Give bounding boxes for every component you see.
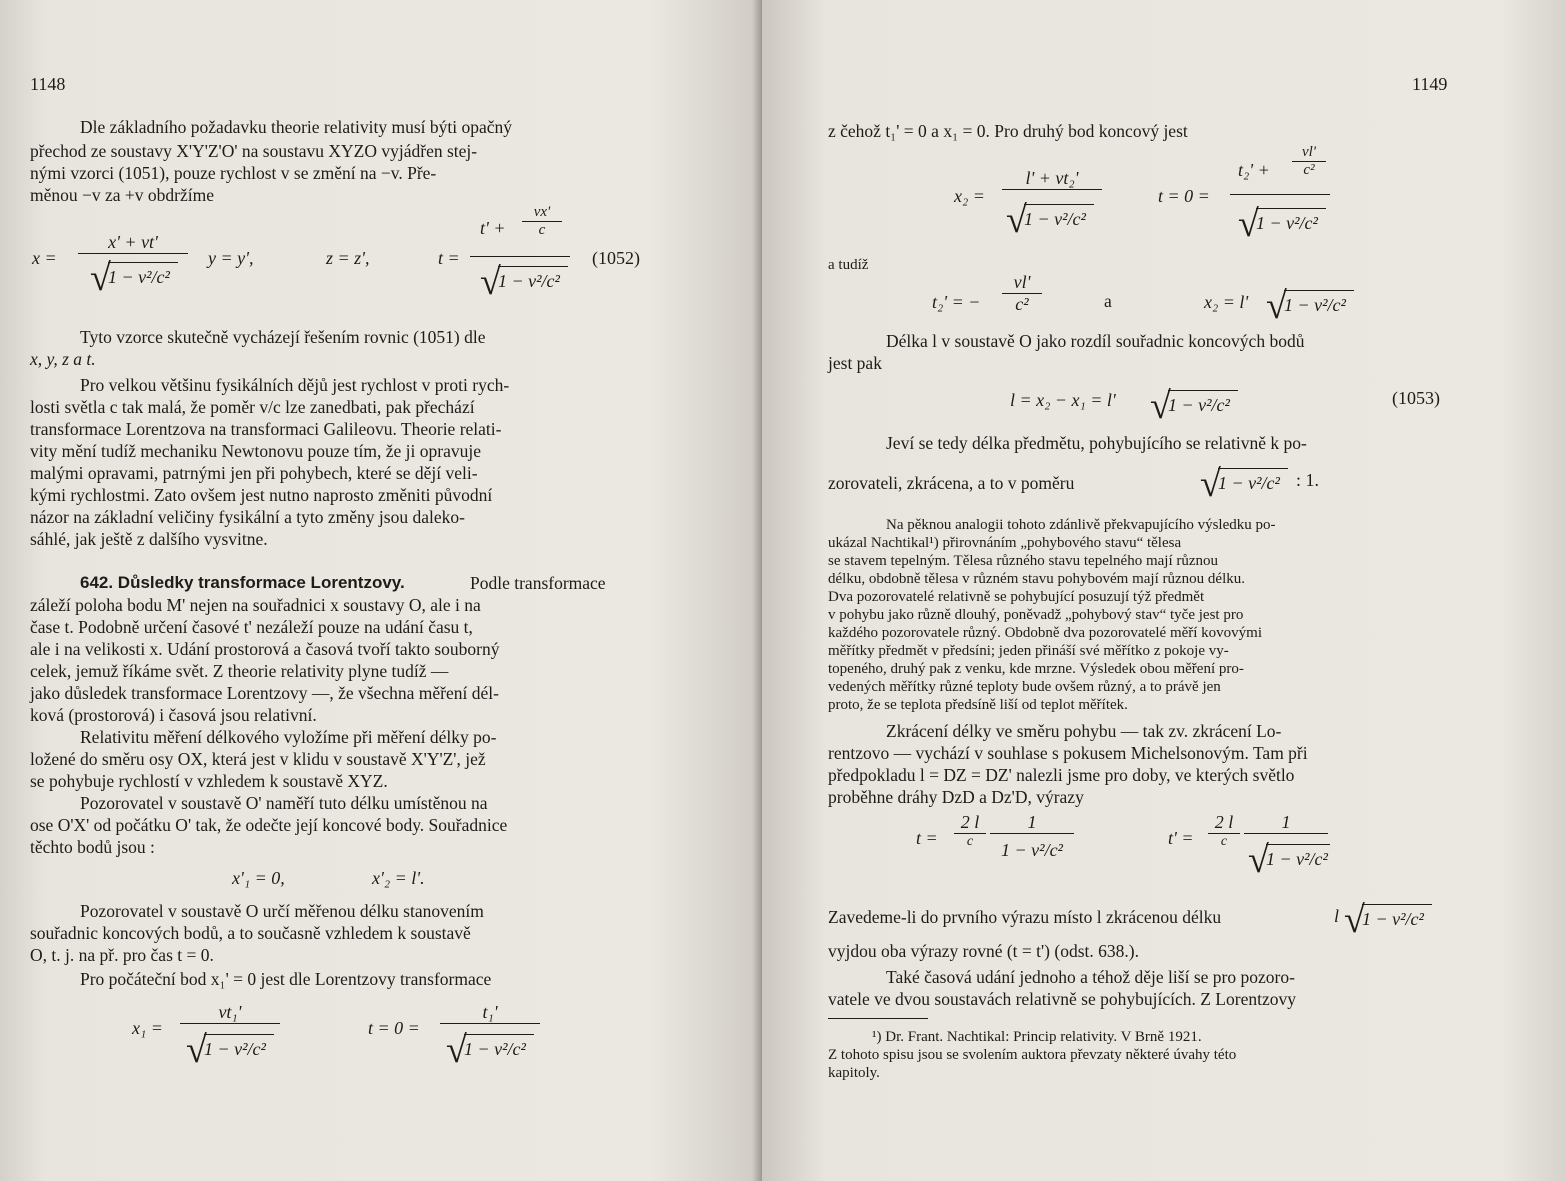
fraction-bar — [78, 253, 188, 254]
text-line: Zkrácení délky ve směru pohybu — tak zv. zkrácení Lo- — [886, 721, 1282, 741]
text-line: proběhne dráhy DzD a Dz'D, výrazy — [828, 787, 1084, 807]
radical-sign: √ — [1344, 899, 1365, 941]
text-line: souřadnic koncových bodů, a to současně vzhledem k soustavě — [30, 923, 471, 943]
text-line: Také časová udání jednoho a téhož děje liší se pro pozoro- — [886, 967, 1295, 987]
eq-t-root — [480, 261, 570, 312]
root-body: 1 − v²/c² — [1024, 204, 1094, 230]
radical-sign: √ — [90, 257, 111, 299]
text-line: vity mění tudíž mechaniku Newtonovu pouze tím, že ji opravuje — [30, 441, 481, 461]
eq-x-root — [90, 257, 180, 308]
small-text-line: v pohybu jako různě dlouhý, poněvadž „pohybový stav“ tyče jest pro — [828, 607, 1244, 623]
eq-time-tp-frac1 — [1208, 812, 1240, 850]
text-line: záleží poloha bodu M' nejen na souřadnici x soustavy O, ale i na — [30, 595, 481, 615]
eq-x-lhs: x = — [32, 248, 57, 268]
eq-inline-l: l — [1334, 906, 1340, 926]
radical-sign: √ — [1238, 203, 1259, 245]
small-text-line: délku, obdobně tělesa v různém stavu pohybovém mají různou délku. — [828, 571, 1245, 587]
fraction-bar — [180, 1023, 280, 1024]
eq-x1-fraction — [180, 1002, 280, 1024]
small-text-line: vedených měřítky různé teploty bude ovšem různý, a to právě jen — [828, 679, 1221, 695]
eq-t-a-num-b: vl' — [1301, 144, 1317, 160]
radical-sign: √ — [1006, 199, 1027, 241]
eq-t-a-num-c: c² — [1303, 162, 1315, 178]
text-line: ale i na velikosti x. Udání prostorová a časová tvoří takto souborný — [30, 639, 500, 659]
eq-t-a-inner-fraction — [1292, 144, 1326, 179]
eq-t-zero-fraction — [440, 1002, 540, 1024]
eq-y: y = y', — [208, 248, 254, 268]
root-body: 1 − v²/c² — [1168, 390, 1238, 416]
text-line: vyjdou oba výrazy rovné (t = t') (odst. 638.). — [828, 941, 1139, 961]
text-line: se pohybuje rychlostí v vzhledem k soustavě XYZ. — [30, 771, 388, 791]
eq-t-main-bar — [470, 256, 570, 257]
eq-time-t-num1: 2 l — [960, 812, 980, 832]
eq-t-num-a: t' + — [480, 218, 506, 238]
eq-time-tp-frac2 — [1244, 812, 1328, 834]
small-text-line: Dva pozorovatelé relativně se pohybující posuzují týž předmět — [828, 589, 1205, 605]
text-line: losti světla c tak malá, že poměr v/c lze zanedbati, pak přechází — [30, 397, 475, 417]
text-line: nými vzorci (1051), pouze rychlost v se změní na −v. Pře- — [30, 163, 437, 183]
eq-time-tp-root — [1248, 839, 1332, 890]
text-line: čase t. Podobně určení časové t' nezáleží pouze na udání času t, — [30, 617, 473, 637]
eq-t-a-root — [1238, 203, 1328, 254]
text-line: předpokladu l = DZ = DZ' nalezli jsme pro doby, ve kterých světlo — [828, 765, 1295, 785]
small-text-line: topeného, druhý pak z venku, kde mrzne. Výsledek obou měření pro- — [828, 661, 1244, 677]
eq-t-inner-fraction — [522, 204, 562, 239]
radical-sign: √ — [1266, 285, 1287, 327]
eq-x2-root — [1006, 199, 1096, 250]
ratio-tail: : 1. — [1296, 470, 1320, 490]
text-line: Zavedeme-li do prvního výrazu místo l zkrácenou délku — [828, 907, 1222, 927]
text-line: vatele ve dvou soustavách relativně se pohybujících. Z Lorentzovy — [828, 989, 1296, 1009]
eq-t-lhs: t = — [438, 248, 460, 268]
footnote-line: Z tohoto spisu jsou se svolením auktora převzaty některé úvahy této — [828, 1047, 1237, 1063]
text-line: Délka l v soustavě O jako rozdíl souřadnic koncových bodů — [886, 331, 1305, 351]
eq-time-tp-num1: 2 l — [1214, 812, 1234, 832]
eq-t-num-c: c — [538, 222, 546, 238]
eq-x1-root — [186, 1029, 276, 1080]
eq-t2-denominator: c² — [1015, 294, 1029, 314]
text-line: Dle základního požadavku theorie relativity musí býti opačný — [80, 117, 513, 137]
eq-time-t-den2: 1 − v²/c² — [1001, 840, 1063, 860]
radical-sign: √ — [1200, 463, 1221, 505]
left-page — [0, 0, 762, 1181]
text-line: těchto bodů jsou : — [30, 837, 155, 857]
eq-point-2: x'₂ = l'. — [372, 868, 425, 888]
fraction-bar — [440, 1023, 540, 1024]
text-line: Tyto vzorce skutečně vycházejí řešením rovnic (1051) dle — [80, 327, 486, 347]
root-body: 1 − v²/c² — [1266, 844, 1330, 870]
eq-t-a-lhs: t = 0 = — [1158, 186, 1210, 206]
fraction-bar — [1244, 833, 1328, 834]
eq-t-zero-numerator: t₁' — [482, 1002, 498, 1022]
text-line: Pozorovatel v soustavě O' naměří tuto délku umístěnou na — [80, 793, 488, 813]
text-line: a tudíž — [828, 257, 869, 273]
root-body: 1 − v²/c² — [204, 1034, 274, 1060]
text-line: O, t. j. na př. pro čas t = 0. — [30, 945, 214, 965]
radical-sign: √ — [186, 1029, 207, 1071]
text-line: názor na základní veličiny fysikální a tyto změny jsou daleko- — [30, 507, 465, 527]
eq-t-zero-root — [446, 1029, 536, 1080]
fraction-bar — [470, 256, 570, 257]
eq-time-tp-num2: 1 — [1281, 812, 1291, 832]
text-line: Relativitu měření délkového vyložíme při měření délky po- — [80, 727, 497, 747]
eq-time-tp-lhs: t' = — [1168, 828, 1194, 848]
footnote-line: ¹) Dr. Frant. Nachtikal: Princip relativity. V Brně 1921. — [872, 1029, 1202, 1045]
text-line: celek, jemuž říkáme svět. Z theorie relativity plyne tudíž — — [30, 661, 449, 681]
right-page — [762, 0, 1565, 1181]
text-line: z čehož t₁' = 0 a x₁ = 0. Pro druhý bod koncový jest — [828, 121, 1188, 141]
root-body: 1 − v²/c² — [1362, 904, 1432, 930]
text-line: Pro velkou většinu fysikálních dějů jest rychlost v proti rych- — [80, 375, 510, 395]
eq-ratio-root — [1200, 463, 1290, 514]
page-number: 1148 — [30, 74, 66, 94]
eq-t2-fraction — [1002, 272, 1042, 315]
eq-x2-b-lhs: x₂ = l' — [1204, 292, 1249, 312]
root-body: 1 − v²/c² — [1218, 468, 1288, 494]
text-line: jako důsledek transformace Lorentzovy —, že všechna měření dél- — [30, 683, 499, 703]
eq-time-t-frac1 — [954, 812, 986, 850]
eq-time-t-num2: 1 — [1027, 812, 1037, 832]
eq-x2-numerator: l' + vt₂' — [1025, 168, 1079, 188]
eq-time-t-den1: c — [966, 834, 974, 849]
eq-x1-lhs: x₁ = — [132, 1018, 163, 1038]
eq-1053-lhs: l = x₂ − x₁ = l' — [1010, 390, 1116, 410]
eq-x2-lhs: x₂ = — [954, 186, 985, 206]
eq-x-numerator: x' + vt' — [108, 232, 158, 252]
eq-t-a-num-a: t₂' + — [1238, 160, 1270, 180]
radical-sign: √ — [1150, 385, 1171, 427]
text-line: jest pak — [828, 353, 882, 373]
fraction-bar — [1002, 189, 1102, 190]
text-line: transformace Lorentzova na transformaci Galileovu. Theorie relati- — [30, 419, 502, 439]
root-body: 1 − v²/c² — [464, 1034, 534, 1060]
small-text-line: každého pozorovatele různý. Obdobně dva pozorovatelé měří kovovými — [828, 625, 1263, 641]
radical-sign: √ — [1248, 839, 1269, 881]
text-line: ložené do směru osy OX, která jest v klidu v soustavě X'Y'Z', jež — [30, 749, 486, 769]
text-line: měnou −v za +v obdržíme — [30, 185, 214, 205]
root-body: 1 − v²/c² — [498, 266, 568, 292]
small-text-line: proto, že se teplota předsíně liší od teplot měřítek. — [828, 697, 1128, 713]
eq-time-t-frac2 — [990, 812, 1074, 861]
root-body: 1 − v²/c² — [1256, 208, 1326, 234]
section-heading: 642. Důsledky transformace Lorentzovy. — [80, 573, 405, 592]
eq-t-zero-lhs: t = 0 = — [368, 1018, 420, 1038]
eq-1053-root — [1150, 385, 1240, 436]
text-line: ose O'X' od počátku O' tak, že odečte její koncové body. Souřadnice — [30, 815, 508, 835]
text-line: zorovateli, zkrácena, a to v poměru — [828, 473, 1075, 493]
eq-x-fraction — [78, 232, 188, 254]
radical-sign: √ — [480, 261, 501, 303]
text-line: Pro počáteční bod x₁' = 0 jest dle Lorentzovy transformace — [80, 969, 492, 989]
text-line: Podle transformace — [470, 573, 606, 593]
page-number: 1149 — [1412, 74, 1448, 94]
eq-t2-lhs: t₂' = − — [932, 292, 981, 312]
small-text-line: se stavem tepelným. Tělesa různého stavu tepelného mají různou — [828, 553, 1219, 569]
eq-t-a-main-bar — [1230, 194, 1330, 195]
root-body: 1 − v²/c² — [1284, 290, 1354, 316]
footnote-line: kapitoly. — [828, 1065, 880, 1081]
text-line: a — [1104, 291, 1112, 311]
text-line: ková (prostorová) i časová jsou relativní. — [30, 705, 317, 725]
small-text-line: měřítky předmět v předsíni; jeden přináší své měřítko z pokoje vy- — [828, 643, 1229, 659]
small-text-line: Na pěknou analogii tohoto zdánlivě překvapujícího výsledku po- — [886, 517, 1276, 533]
small-text-line: ukázal Nachtikal¹) přirovnáním „pohybového stavu“ tělesa — [828, 535, 1182, 551]
eq-z: z = z', — [326, 248, 370, 268]
eq-t2-numerator: vl' — [1013, 272, 1031, 292]
equation-number: (1053) — [1392, 388, 1440, 408]
text-line: rentzovo — vychází v souhlase s pokusem Michelsonovým. Tam při — [828, 743, 1308, 763]
footnote-rule — [828, 1018, 928, 1019]
text-line: kými rychlostmi. Zato ovšem jest nutno naprosto změniti původní — [30, 485, 493, 505]
text-line: Jeví se tedy délka předmětu, pohybujícího se relativně k po- — [886, 433, 1307, 453]
eq-x2-fraction — [1002, 168, 1102, 190]
equation-number: (1052) — [592, 248, 640, 268]
eq-time-tp-den1: c — [1220, 834, 1228, 849]
eq-time-t-lhs: t = — [916, 828, 938, 848]
radical-sign: √ — [446, 1029, 467, 1071]
eq-t-num-b: vx' — [533, 204, 551, 220]
text-line: x, y, z a t. — [30, 349, 96, 369]
eq-x1-numerator: vt₁' — [218, 1002, 242, 1022]
fraction-bar — [1230, 194, 1330, 195]
text-line: sáhlé, jak ještě z dalšího vysvitne. — [30, 529, 268, 549]
root-body: 1 − v²/c² — [108, 262, 178, 288]
text-line: přechod ze soustavy X'Y'Z'O' na soustavu XYZO vyjádřen stej- — [30, 141, 478, 161]
text-line: malými opravami, patrnými jen při pohybech, které se dějí veli- — [30, 463, 478, 483]
eq-inline-root — [1344, 899, 1434, 950]
text-line: Pozorovatel v soustavě O určí měřenou délku stanovením — [80, 901, 484, 921]
eq-point-1: x'₁ = 0, — [232, 868, 285, 888]
